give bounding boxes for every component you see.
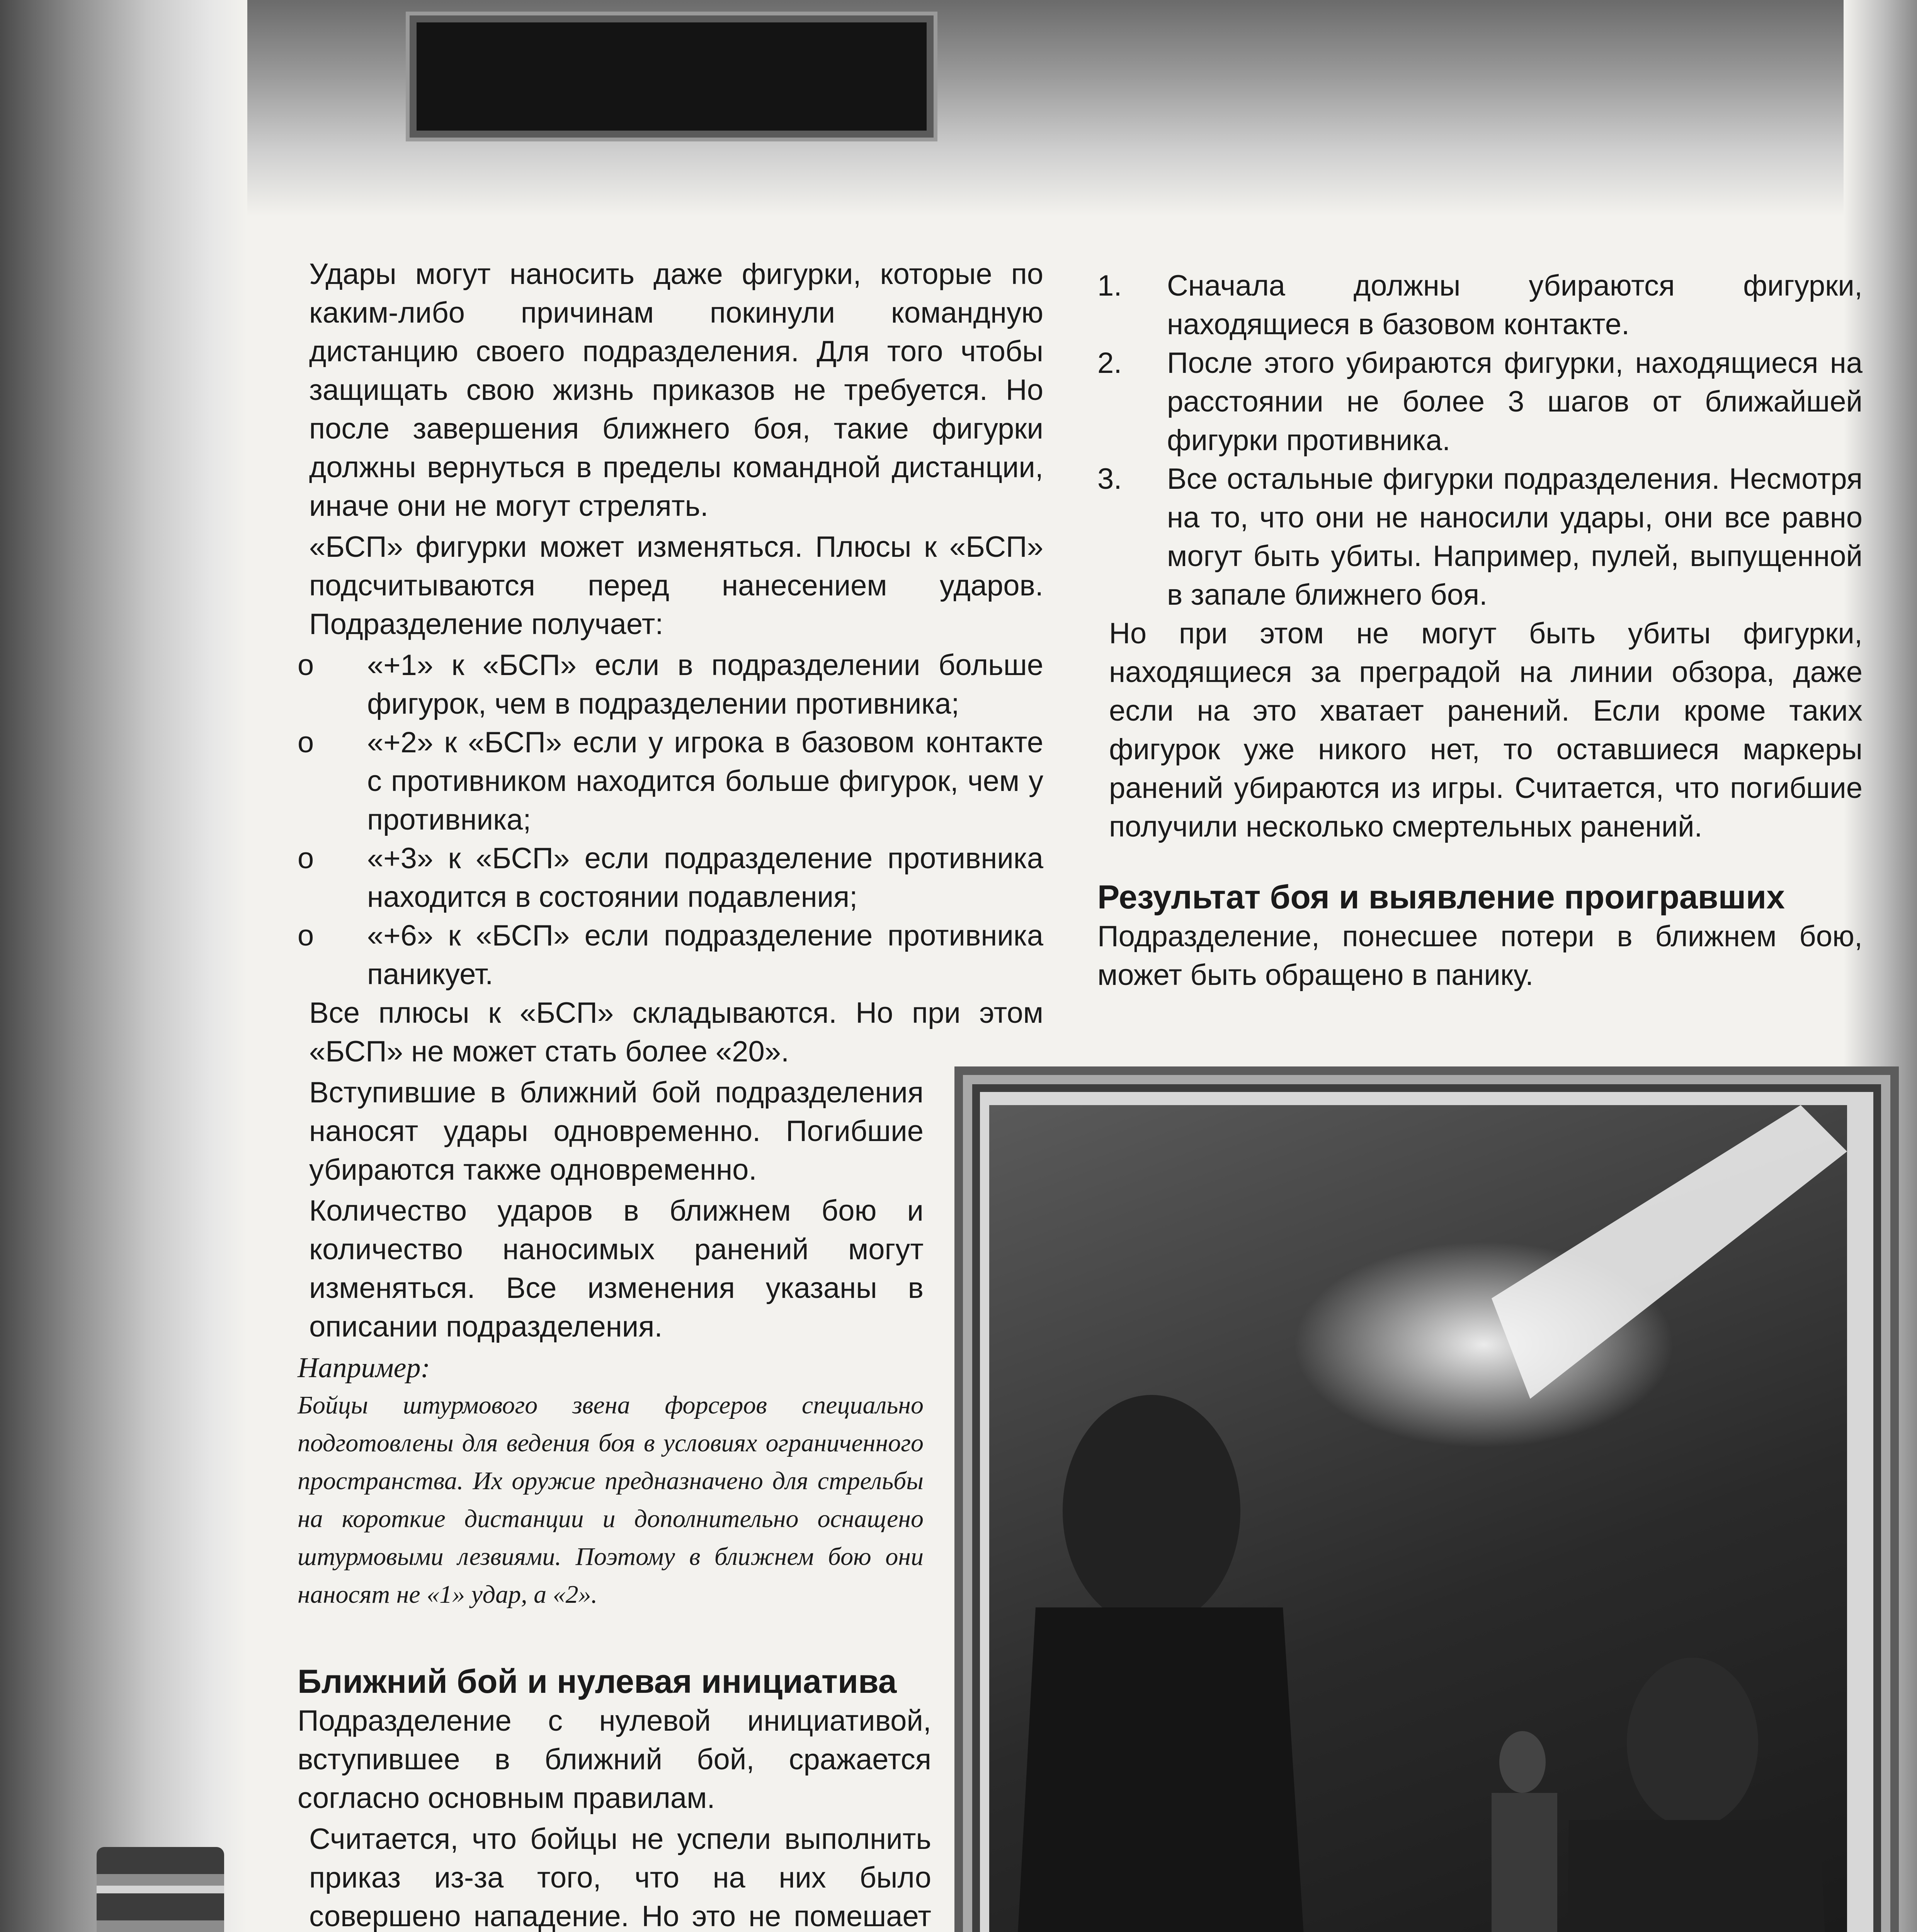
section-heading: Ближний бой и нулевая инициатива [298,1663,897,1700]
bullet-text: «+2» к «БСП» если у игрока в базовом контакте с противником находится больше фигурок, чем у противника; [367,726,1043,836]
bullet-marker: о [298,842,314,875]
item-text: Сначала должны убираются фигурки, находящиеся в базовом контакте. [1167,269,1863,341]
soldier-body [1492,1793,1557,1932]
paragraph: Считается, что бойцы не успели выполнить приказ из-за того, что на них было совершено нападение. Но это не помешает [309,1823,931,1932]
paragraph: Удары могут наносить даже фигурки, которые по каким-либо причинам покинули командную дистанцию своего подразделения. Для того чтобы защищать свою жизнь приказов не требуется. Но после завершения ближнего боя, такие фигурки должны вернуться в пределы командной дистанции, иначе они не могут стрелять. [309,258,1043,522]
example-text: Бойцы штурмового звена форсеров специально подготовлены для ведения боя в условиях ограниченного пространства. Их оружие предназначено для стрельбы на короткие дистанции и дополнительно оснащено штурмовыми лезвиями. Поэтому в ближнем бою они наносят не «1» удар, а «2». [298,1391,924,1609]
top-metal-frame [0,0,1917,216]
bullet-marker: о [298,649,314,682]
left-pipe-decoration [97,1847,224,1932]
section-result [1097,877,1863,995]
section-heading: Результат боя и выявление проигравших [1097,879,1785,916]
paragraph: Подразделение, понесшее потери в ближнем бою, может быть обращено в панику. [1097,920,1863,992]
bullet-text: «+6» к «БСП» если подразделение противника паникует. [367,919,1043,991]
item-number: 2. [1097,347,1122,379]
left-column [298,255,1043,1614]
section-zero-initiative [298,1662,931,1932]
right-column [1097,267,1863,997]
paragraph: «БСП» фигурки может изменяться. Плюсы к «БСП» подсчитываются перед нанесением ударов. Подразделение получает: [309,531,1043,641]
soldier-body [1561,1820,1847,1932]
paragraph: Подразделение с нулевой инициативой, вступившее в ближний бой, сражается согласно основным правилам. [298,1704,931,1815]
left-column-lower [298,1662,931,1932]
bullet-text: «+3» к «БСП» если подразделение противника находится в состоянии подавления; [367,842,1043,913]
paragraph: Но при этом не могут быть убиты фигурки, находящиеся за преградой на линии обзора, даже если на это хватает ранений. Если кроме таких фигурок уже никого нет, то оставшиеся маркеры ранений убираются из игры. Считается, что погибшие получили несколько смертельных ранений. [1109,617,1863,843]
paragraph: Количество ударов в ближнем бою и количество наносимых ранений могут изменяться. Все изменения указаны в описании подразделения. [309,1194,924,1343]
numbered-item [1097,267,1863,344]
top-title-plate [410,15,934,138]
item-text: После этого убираются фигурки, находящиеся на расстоянии не более 3 шагов от ближайшей фигурки противника. [1167,347,1863,457]
paragraph: Вступившие в ближний бой подразделения наносят удары одновременно. Погибшие убираются также одновременно. [309,1076,924,1186]
bullet-marker: о [298,726,314,759]
left-metal-frame [0,0,247,1932]
soldier-head [1063,1395,1240,1627]
light-beam [1492,1105,1847,1399]
bullet-item [298,839,1043,917]
bullet-item [298,723,1043,839]
paragraph: Все плюсы к «БСП» складываются. Но при этом «БСП» не может стать более «20». [309,997,1043,1068]
bullet-item [298,646,1043,723]
example-label: Например: [298,1352,430,1384]
numbered-item [1097,344,1863,460]
soldier-head [1499,1731,1546,1793]
bullet-item [298,917,1043,994]
item-text: Все остальные фигурки подразделения. Несмотря на то, что они не наносили удары, они все равно могут быть убиты. Например, пулей, выпущенной в запале ближнего боя. [1167,463,1863,611]
bullet-marker: о [298,919,314,952]
bullet-text: «+1» к «БСП» если в подразделении больше фигурок, чем в подразделении противника; [367,649,1043,720]
soldier-body [989,1607,1337,1932]
illustration-art [989,1105,1847,1932]
item-number: 3. [1097,463,1122,495]
illustration-soldiers [989,1105,1847,1932]
item-number: 1. [1097,269,1122,302]
soldier-head [1627,1658,1758,1828]
numbered-item [1097,460,1863,614]
